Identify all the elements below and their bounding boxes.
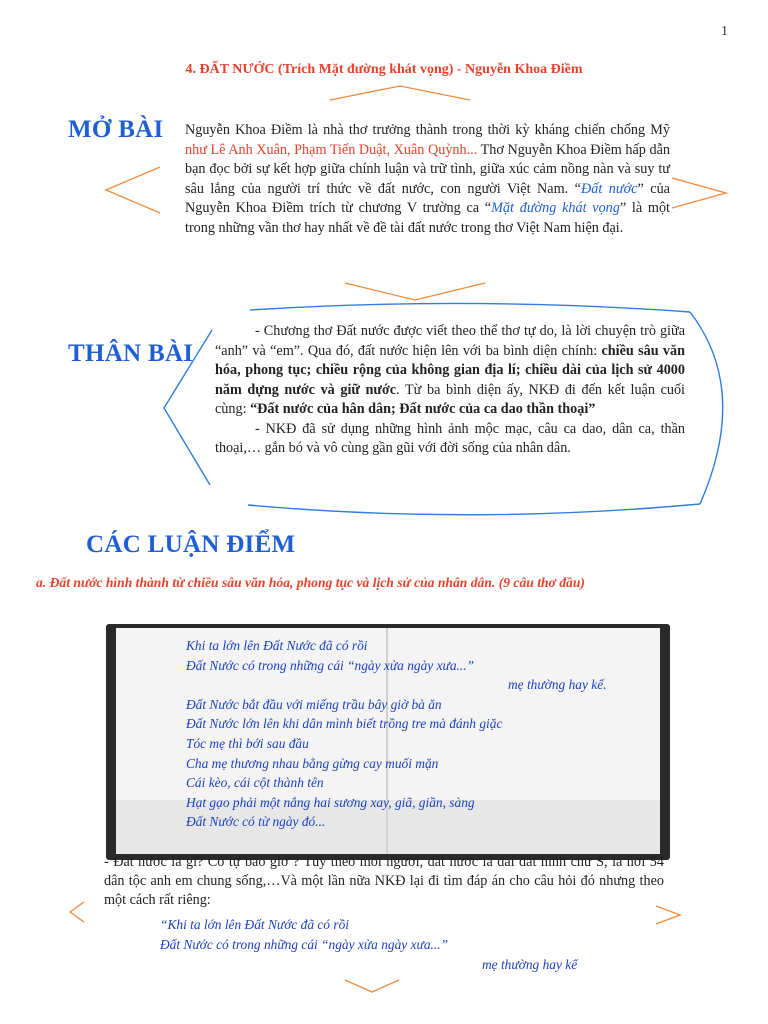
intro-text-3: ” của Nguyễn Khoa Điềm trích từ chương V trường ca “ <box>185 180 670 216</box>
poem-line: Hạt gạo phải một nắng hai sương xay, giã, giần, sàng <box>186 794 475 810</box>
quote-line: Đất Nước có trong những cái “ngày xửa ngày xưa...” <box>160 937 449 952</box>
poem-line: Cha mẹ thương nhau bằng gừng cay muối mặn <box>186 755 439 771</box>
poem-excerpt <box>186 636 626 832</box>
poem-line: Đất Nước có từ ngày đó... <box>186 814 326 830</box>
body-p1-conclusion: “Đất nước của hân dân; Đất nước của ca dao thần thoại” <box>250 401 596 417</box>
poem-line: Đất Nước lớn lên khi dân mình biết trồng tre mà đánh giặc <box>186 716 503 732</box>
body-paragraphs <box>215 322 685 459</box>
intro-heading: MỞ BÀI <box>68 116 164 143</box>
body-p1-dimensions: chiều sâu văn hóa, phong tục; chiều rộng của không gian địa lí; chiều dài của lịch sử 4000 năm dựng nước và giữ nước <box>215 342 686 398</box>
body-heading: THÂN BÀI <box>68 340 194 367</box>
poem-line: Đất Nước bắt đầu với miếng trầu bây giờ bà ăn <box>186 696 442 712</box>
poem-line: Tóc mẹ thì bới sau đầu <box>186 735 309 751</box>
document-title: 4. ĐẤT NƯỚC (Trích Mặt đường khát vọng) - Nguyễn Khoa Điềm <box>185 62 583 77</box>
body-paragraph-2 <box>215 420 685 459</box>
page-number: 1 <box>721 24 728 39</box>
poem-line: Cái kèo, cái cột thành tên <box>186 775 324 791</box>
intro-text-2: Thơ Nguyễn Khoa Điềm hấp dẫn bạn đọc bởi sự kết hợp giữa chính luận và trữ tình, giữa xúc cảm nồng nàn và suy tư sâu lắng của người trí thức về đất nước, con người Việt Nam. “ <box>185 141 670 197</box>
intro-paragraph <box>185 121 670 238</box>
quoted-verse <box>160 915 620 975</box>
quote-line: mẹ thường hay kể <box>482 957 578 972</box>
poem-line: Đất Nước có trong những cái “ngày xửa ngày xưa...” <box>186 657 475 673</box>
arguments-heading: CÁC LUẬN ĐIỂM <box>86 531 296 558</box>
argument-a-title: a. Đất nước hình thành từ chiều sâu văn hóa, phong tục và lịch sử của nhân dân. (9 câu thơ đầu) <box>36 575 585 590</box>
analysis-paragraph: - Đất nước là gì? Có tự bao giờ ? Tùy theo mỗi người, đất nước là dải đất hình chữ S, là nơi 54 dân tộc anh em chung sống,…Và một lần nữa NKĐ lại đi tìm đáp án cho câu hỏi đó nhưng theo một cách rất riêng: <box>104 854 664 908</box>
intro-text-1: Nguyễn Khoa Điềm là nhà thơ trưởng thành trong thời kỳ kháng chiến chống Mỹ <box>185 122 670 138</box>
intro-poets-highlight: như Lê Anh Xuân, Phạm Tiến Duật, Xuân Quỳnh... <box>185 141 478 158</box>
body-p1-b: . Từ ba bình diện ấy, NKĐ đi đến kết luận cuối cùng: <box>215 381 685 417</box>
intro-work-1: Đất nước <box>580 180 638 197</box>
body-p1-a: - Chương thơ Đất nước được viết theo thể thơ tự do, là lời chuyện trò giữa “anh” và “em”. Qua đó, đất nước hiện lên với ba bình diện chính: <box>215 323 685 359</box>
poem-line: mẹ thường hay kể. <box>508 677 607 693</box>
intro-work-2: Mặt đường khát vọng <box>491 200 620 216</box>
intro-text-4: ” là một trong những vần thơ hay nhất về đề tài đất nước trong thơ Việt Nam hiện đại. <box>185 200 670 236</box>
poem-line: Khi ta lớn lên Đất Nước đã có rồi <box>186 638 368 653</box>
body-paragraph-1 <box>215 322 685 420</box>
body-p2: - NKĐ đã sử dụng những hình ảnh mộc mạc, câu ca dao, dân ca, thần thoại,… gắn bó và vô cùng gần gũi với đời sống của nhân dân. <box>215 420 685 456</box>
quote-line: “Khi ta lớn lên Đất Nước đã có rồi <box>160 917 349 932</box>
